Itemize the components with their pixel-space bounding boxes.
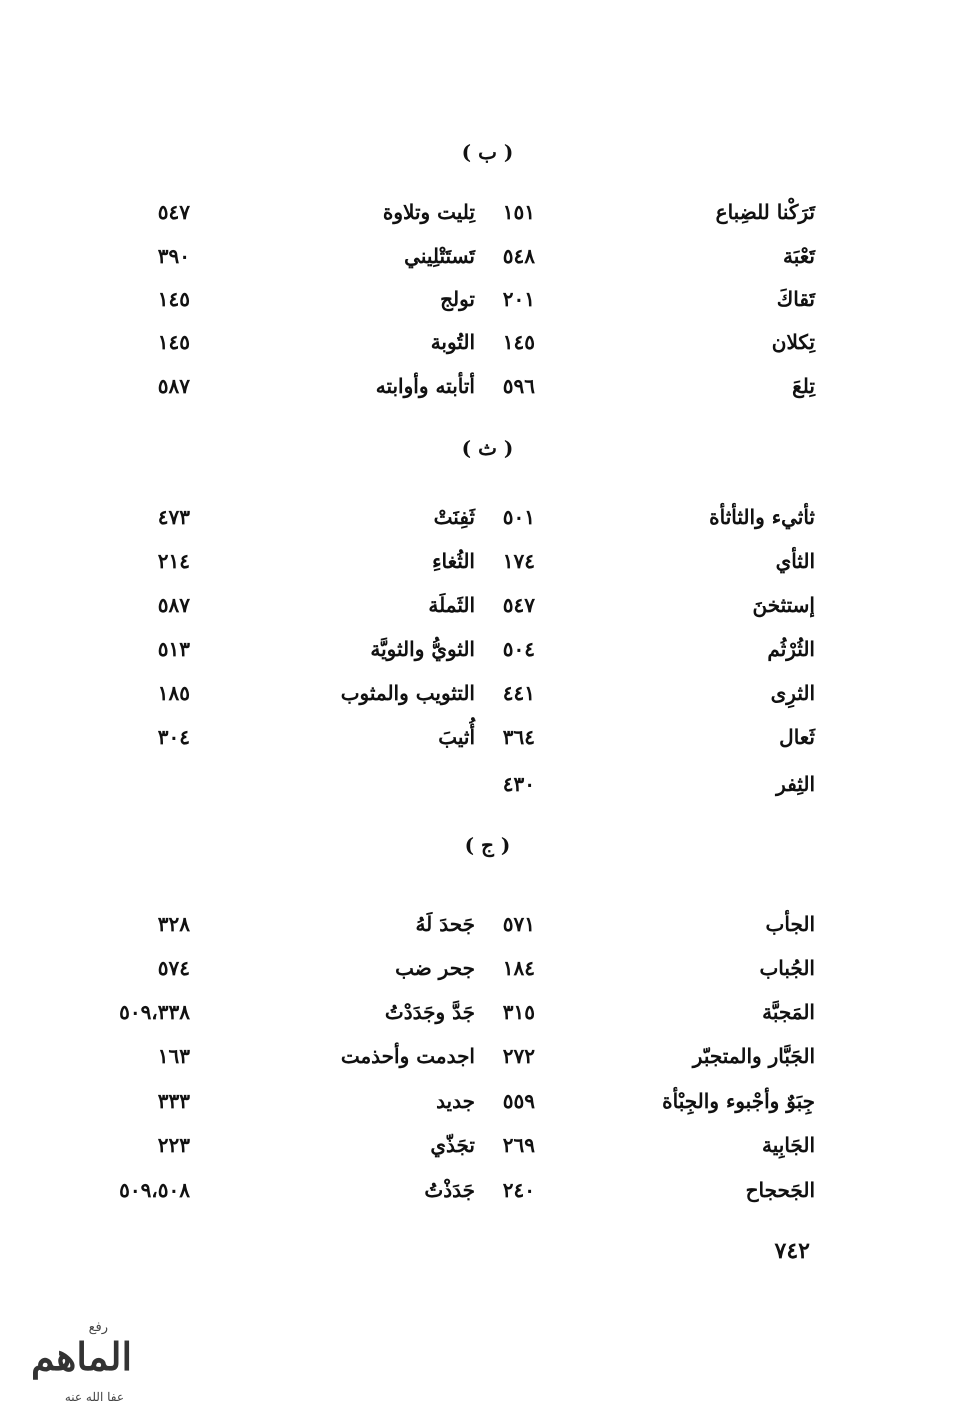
headword: الثأي <box>775 549 815 573</box>
related-word: جَدَذْتُ <box>424 1178 475 1202</box>
page-reference: ٣٢٨ <box>157 912 190 936</box>
headword: تِلعَ <box>792 374 815 398</box>
page-reference: ٤٧٣ <box>157 505 190 529</box>
reference-number: ٤٤١ <box>502 681 535 705</box>
headword: تَعْبَة <box>783 244 815 268</box>
page-reference: ٣٠٤ <box>157 725 190 749</box>
related-word: جحر ضب <box>395 956 475 980</box>
index-row <box>0 948 975 988</box>
index-row <box>0 322 975 362</box>
page-reference: ٥٠٩،٣٣٨ <box>119 1000 190 1024</box>
page-reference: ٢٢٣ <box>157 1133 190 1157</box>
index-row <box>0 236 975 276</box>
related-word: ثَفِنَتْ <box>433 505 475 529</box>
reference-number: ٢٤٠ <box>502 1178 535 1202</box>
related-word: جَحدَ لَهُ <box>415 912 475 936</box>
reference-number: ٢٠١ <box>502 287 535 311</box>
reference-number: ٣١٥ <box>502 1000 535 1024</box>
related-word: الثَملَة <box>428 593 475 617</box>
related-word: تَستَتْلِيني <box>404 244 475 268</box>
page-reference: ١٤٥ <box>157 287 190 311</box>
page-reference: ٥٧٤ <box>157 956 190 980</box>
page-reference: ٢١٤ <box>157 549 190 573</box>
headword: تَقاكَ <box>776 287 815 311</box>
index-row <box>0 904 975 944</box>
related-word: جديد <box>436 1089 475 1113</box>
reference-number: ١٤٥ <box>502 330 535 354</box>
index-row <box>0 1170 975 1210</box>
headword: الجَبَّار والمتجبّر <box>692 1044 815 1068</box>
related-word: الثويُّ والثويَّة <box>370 637 475 661</box>
index-row <box>0 764 975 804</box>
index-row <box>0 366 975 406</box>
headword: الثِفر <box>776 772 815 796</box>
reference-number: ١٧٤ <box>502 549 535 573</box>
reference-number: ٢٧٢ <box>502 1044 535 1068</box>
index-row <box>0 629 975 669</box>
headword: المَجبَّة <box>762 1000 815 1024</box>
index-row <box>0 279 975 319</box>
headword: الجَابِية <box>762 1133 815 1157</box>
related-word: تِليت وتلاوة <box>382 200 475 224</box>
section-heading-ba: ( ب ) <box>461 140 514 164</box>
reference-number: ٥٥٩ <box>502 1089 535 1113</box>
stamp-top-text: رفع <box>88 1320 108 1335</box>
headword: الجَحجاح <box>745 1178 815 1202</box>
section-heading-tha: ( ث ) <box>461 436 514 460</box>
index-row <box>0 541 975 581</box>
stamp-main-text: الماهم <box>30 1334 132 1379</box>
reference-number: ٥٠١ <box>502 505 535 529</box>
reference-number: ١٥١ <box>502 200 535 224</box>
page-reference: ١٤٥ <box>157 330 190 354</box>
section-heading-jim: ( ج ) <box>464 833 511 857</box>
index-row <box>0 717 975 757</box>
index-row <box>0 1036 975 1076</box>
reference-number: ٥٧١ <box>502 912 535 936</box>
reference-number: ٥٤٧ <box>502 593 535 617</box>
page-reference: ٣٣٣ <box>157 1089 190 1113</box>
related-word: اجدمت وأحذمت <box>340 1044 475 1068</box>
reference-number: ٢٦٩ <box>502 1133 535 1157</box>
related-word: الثُغاءِ <box>432 549 475 573</box>
reference-number: ١٨٤ <box>502 956 535 980</box>
reference-number: ٥٠٤ <box>502 637 535 661</box>
headword: ثَعال <box>779 725 815 749</box>
headword: ثأثيء والثأثأة <box>709 505 815 529</box>
page-reference: ١٦٣ <box>157 1044 190 1068</box>
reference-number: ٤٣٠ <box>502 772 535 796</box>
reference-number: ٥٩٦ <box>502 374 535 398</box>
page-reference: ١٨٥ <box>157 681 190 705</box>
related-word: جَدَّ وجَدَدْتُ <box>384 1000 475 1024</box>
reference-number: ٥٤٨ <box>502 244 535 268</box>
headword: تَرَكْنا للضِباع <box>715 200 815 224</box>
page-reference: ٣٩٠ <box>157 244 190 268</box>
page-reference: ٥٨٧ <box>157 593 190 617</box>
related-word: التثويب والمثوب <box>340 681 475 705</box>
page-reference: ٥٠٩،٥٠٨ <box>119 1178 190 1202</box>
headword: الثرِى <box>770 681 815 705</box>
headword: تِكلان <box>771 330 815 354</box>
page-reference: ٥١٣ <box>157 637 190 661</box>
index-row <box>0 673 975 713</box>
headword: الجُباب <box>759 956 815 980</box>
related-word: أُثيبَ <box>438 725 475 749</box>
page-reference: ٥٨٧ <box>157 374 190 398</box>
index-row <box>0 192 975 232</box>
headword: جِبَوٌ وأجْبوء والجِبْأة <box>662 1089 815 1113</box>
reference-number: ٣٦٤ <box>502 725 535 749</box>
stamp-bottom-text: عفا الله عنه <box>64 1390 124 1404</box>
index-row <box>0 585 975 625</box>
related-word: أتأبته وأوابته <box>375 374 475 398</box>
library-stamp <box>18 1318 138 1413</box>
index-row <box>0 1125 975 1165</box>
related-word: تجَذّي <box>430 1133 475 1157</box>
related-word: تولج <box>440 287 475 311</box>
related-word: التُوبة <box>430 330 475 354</box>
headword: إستثخنَ <box>752 593 815 617</box>
index-row <box>0 992 975 1032</box>
index-row <box>0 1081 975 1121</box>
page-number: ٧٤٢ <box>774 1238 810 1264</box>
headword: الثُرْثُم <box>767 637 815 661</box>
index-row <box>0 497 975 537</box>
page-reference: ٥٤٧ <box>157 200 190 224</box>
headword: الجأب <box>765 912 815 936</box>
